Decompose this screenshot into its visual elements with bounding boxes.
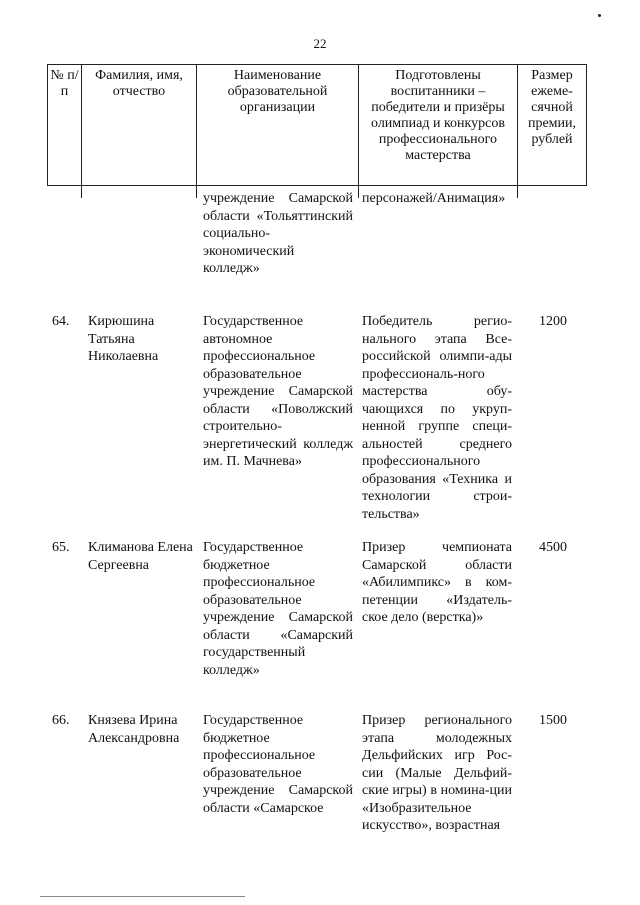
row-65-amount: 4500 bbox=[539, 540, 567, 555]
row-66-num: 66. bbox=[52, 713, 70, 728]
header-num: № п/п bbox=[48, 65, 82, 185]
continuation-prepared: персонажей/Анимация» bbox=[362, 191, 506, 206]
table-header bbox=[47, 64, 587, 186]
row-65-name: Климанова Елена Сергеевна bbox=[88, 540, 193, 573]
row-64-amount: 1200 bbox=[539, 314, 567, 329]
row-66-org: Государственное бюджетное профессиональное образовательное учреждение Самарской области «Самарское bbox=[203, 713, 353, 816]
column-divider bbox=[517, 186, 518, 198]
column-divider bbox=[196, 186, 197, 198]
row-64-num: 64. bbox=[52, 314, 70, 329]
continuation-org: учреждение Самарской области «Тольяттинский социально-экономический колледж» bbox=[203, 191, 353, 276]
row-66-amount: 1500 bbox=[539, 713, 567, 728]
header-prepared: Подготовлены воспитанники – победители и призёры олимпиад и конкурсов профессионального мастерства bbox=[359, 65, 518, 185]
header-org: Наименование образовательной организации bbox=[197, 65, 359, 185]
column-divider bbox=[358, 186, 359, 198]
header-amount: Размер ежеме-сячной премии, рублей bbox=[527, 68, 577, 147]
page-bottom-rule bbox=[40, 896, 245, 897]
row-65-num: 65. bbox=[52, 540, 70, 555]
row-66-name: Князева Ирина Александровна bbox=[88, 713, 180, 746]
row-65-prepared: Призер чемпионата Самарской области «Абилимпикс» в ком-петенции «Издатель-ское дело (верстка)» bbox=[362, 540, 512, 625]
header-name: Фамилия, имя, отчество bbox=[82, 65, 197, 185]
row-64-org: Государственное автономное профессиональное образовательное учреждение Самарской области «Поволжский строительно-энергетический колледж им. П. Мачнева» bbox=[203, 314, 353, 469]
row-65-org: Государственное бюджетное профессиональное образовательное учреждение Самарской области «Самарский государственный колледж» bbox=[203, 540, 353, 678]
column-divider bbox=[81, 186, 82, 198]
row-66-prepared: Призер регионального этапа молодежных Дельфийских игр Рос-сии (Малые Дельфий-ские игры) в номина-ции «Изобразительное искусство», возрастная bbox=[362, 713, 512, 833]
row-64-prepared: Победитель регио-нального этапа Все-российской олимпи-ады профессиональ-ного мастерства обу-чающихся по укруп-ненной группе специ-альностей среднего профессионального образования «Техника и технологии строи-тельства» bbox=[362, 314, 512, 522]
scan-mark bbox=[598, 14, 601, 17]
page-number: 22 bbox=[313, 36, 327, 51]
row-64-name: Кирюшина Татьяна Николаевна bbox=[88, 314, 159, 364]
